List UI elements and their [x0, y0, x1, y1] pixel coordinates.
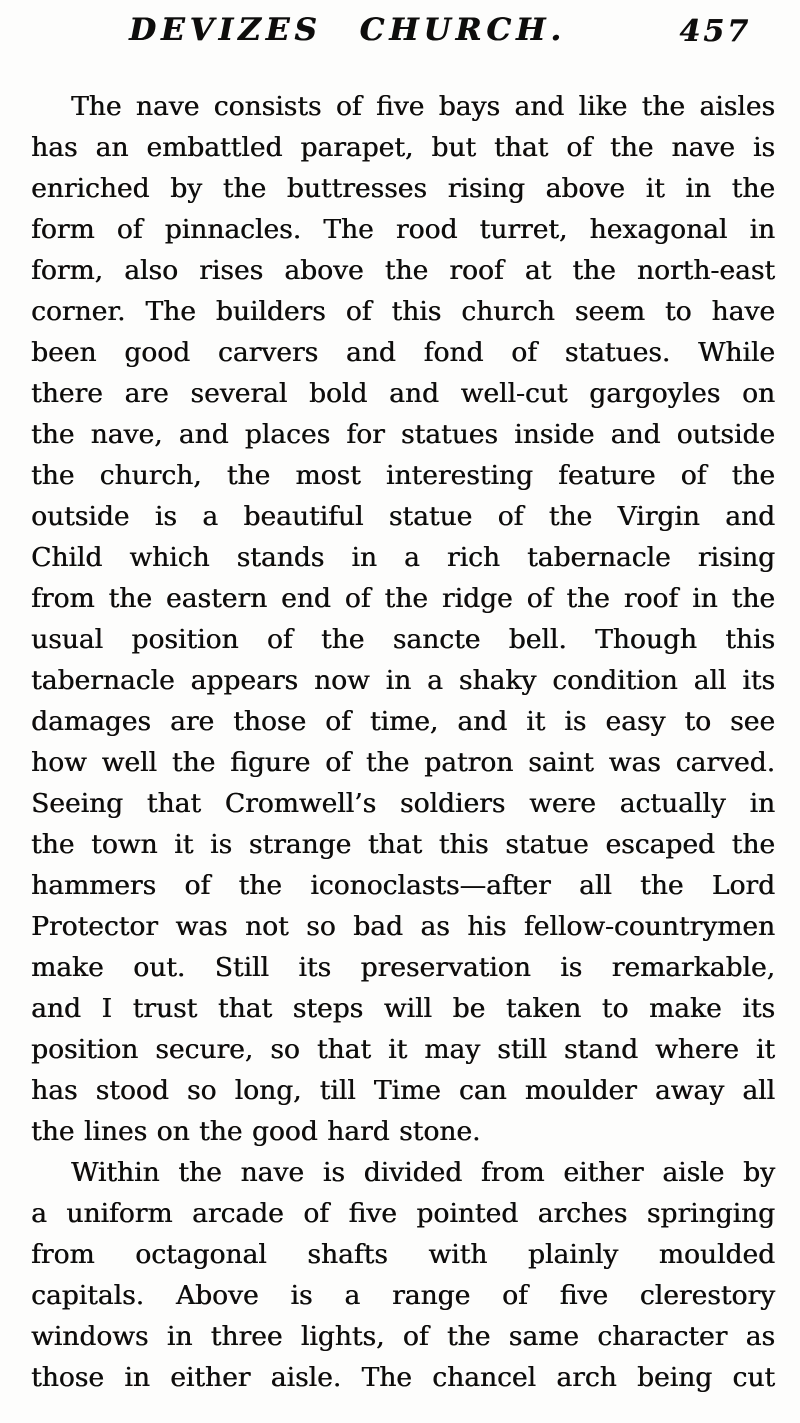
- paragraph: [31, 1152, 775, 1398]
- text-line: has stood so long, till Time can moulder away all: [31, 1075, 775, 1106]
- text-line: hammers of the iconoclasts—after all the Lord: [31, 870, 775, 901]
- text-line: enriched by the buttresses rising above it in the: [31, 173, 775, 204]
- text-line: form, also rises above the roof at the north-east: [31, 255, 775, 286]
- text-line: and I trust that steps will be taken to make its: [31, 993, 775, 1024]
- text-line: those in either aisle. The chancel arch being cut: [31, 1362, 775, 1393]
- text-line: a uniform arcade of five pointed arches springing: [31, 1198, 775, 1229]
- text-line: Protector was not so bad as his fellow-countrymen: [31, 911, 775, 942]
- text-line: the nave, and places for statues inside and outside: [31, 419, 775, 450]
- text-line: corner. The builders of this church seem to have: [31, 296, 775, 327]
- page-number: 457: [679, 14, 751, 49]
- page-body: [31, 86, 775, 1398]
- text-line: from octagonal shafts with plainly moulded: [31, 1239, 775, 1270]
- text-line: Seeing that Cromwell’s soldiers were actually in: [31, 788, 775, 819]
- text-line: Child which stands in a rich tabernacle rising: [31, 542, 775, 573]
- paragraph: [31, 86, 775, 1152]
- page-title: DEVIZES CHURCH.: [128, 12, 567, 48]
- text-line: the town it is strange that this statue escaped the: [31, 829, 775, 860]
- text-line: there are several bold and well-cut gargoyles on: [31, 378, 775, 409]
- text-line: outside is a beautiful statue of the Virgin and: [31, 501, 775, 532]
- text-line: The nave consists of five bays and like the aisles: [71, 91, 775, 122]
- text-line: the lines on the good hard stone.: [31, 1116, 481, 1147]
- text-line: Within the nave is divided from either aisle by: [71, 1157, 775, 1188]
- text-line: position secure, so that it may still stand where it: [31, 1034, 775, 1065]
- text-line: been good carvers and fond of statues. While: [31, 337, 775, 368]
- text-line: the church, the most interesting feature of the: [31, 460, 775, 491]
- text-line: damages are those of time, and it is easy to see: [31, 706, 775, 737]
- text-line: make out. Still its preservation is remarkable,: [31, 952, 775, 983]
- text-line: how well the figure of the patron saint was carved.: [31, 747, 775, 778]
- text-line: form of pinnacles. The rood turret, hexagonal in: [31, 214, 775, 245]
- text-line: capitals. Above is a range of five clerestory: [31, 1280, 775, 1311]
- running-head: [30, 8, 775, 60]
- text-line: from the eastern end of the ridge of the roof in the: [31, 583, 775, 614]
- text-line: tabernacle appears now in a shaky condition all its: [31, 665, 775, 696]
- text-line: has an embattled parapet, but that of the nave is: [31, 132, 775, 163]
- text-line: windows in three lights, of the same character as: [31, 1321, 775, 1352]
- text-line: usual position of the sancte bell. Though this: [31, 624, 775, 655]
